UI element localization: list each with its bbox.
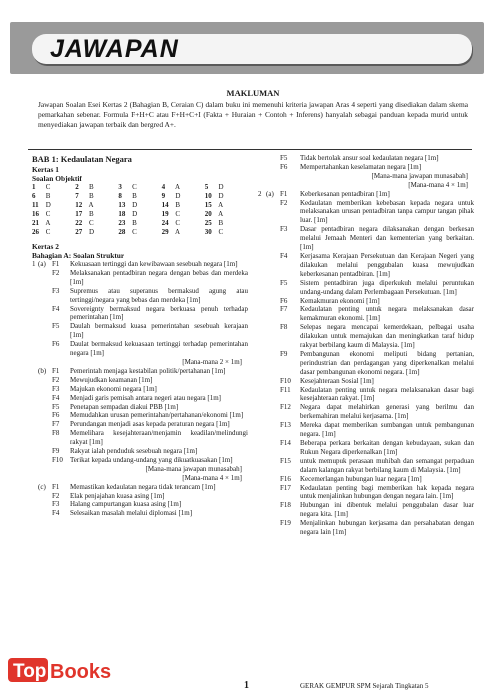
fact-code: F13 bbox=[280, 421, 291, 430]
fact-code: F9 bbox=[280, 349, 288, 358]
objective-answer bbox=[32, 210, 75, 219]
answer-item bbox=[258, 386, 474, 404]
answer-letter: B bbox=[130, 192, 137, 200]
answer-letter: C bbox=[173, 210, 181, 218]
mark-allocation: [Mana-mana 2 × 1m] bbox=[182, 357, 242, 366]
fact-code: F7 bbox=[52, 420, 60, 429]
answer-text: Beberapa perkara berkaitan dengan kebudayaan, sukan dan Rukun Negara diperkenalkan [1m] bbox=[300, 439, 474, 456]
objective-answer bbox=[205, 219, 248, 228]
objective-answer bbox=[32, 183, 75, 192]
answer-text: Terikat kepada undang-undang yang dikuatkuasakan [1m] bbox=[70, 455, 233, 464]
fact-code: F4 bbox=[52, 509, 60, 518]
sub-question-label: (b) bbox=[38, 366, 47, 375]
answer-letter: C bbox=[87, 219, 94, 227]
answer-text: Memelihara kesejahteraan/menjamin keadilan/melindungi rakyat [1m] bbox=[70, 429, 248, 447]
answer-item bbox=[258, 225, 474, 252]
fact-code: F1 bbox=[52, 482, 60, 491]
book-title-footer: GERAK GEMPUR SPM Sejarah Tingkatan 5 bbox=[300, 682, 429, 690]
question-number: 12 bbox=[75, 201, 83, 209]
fact-code: F15 bbox=[280, 456, 291, 465]
answer-letter: B bbox=[216, 219, 224, 227]
objective-answer bbox=[205, 183, 248, 192]
fact-code: F5 bbox=[52, 402, 60, 411]
question-number: 29 bbox=[161, 228, 169, 236]
answer-text: Majukan ekonomi negara [1m] bbox=[70, 384, 157, 393]
answer-item bbox=[258, 154, 474, 163]
answer-letter: D bbox=[130, 210, 138, 218]
answer-letter: A bbox=[216, 210, 224, 218]
fact-code: F1 bbox=[52, 366, 60, 375]
answer-item bbox=[32, 340, 248, 358]
question-number: 28 bbox=[118, 228, 126, 236]
answer-item bbox=[258, 323, 474, 350]
answer-letter: D bbox=[173, 192, 181, 200]
answer-item bbox=[32, 322, 248, 340]
answer-text: Memudahkan urusan pemerintahan/pertahanan/ekonomi [1m] bbox=[70, 411, 244, 420]
fact-code: F5 bbox=[280, 154, 288, 162]
svg-text:Books: Books bbox=[50, 661, 112, 683]
fact-code: F9 bbox=[52, 447, 60, 456]
notice-box bbox=[38, 88, 468, 130]
answer-letter: A bbox=[44, 219, 51, 227]
answer-item bbox=[258, 297, 474, 306]
answer-text: Elak penjajahan kuasa asing [1m] bbox=[70, 491, 165, 500]
answer-item bbox=[32, 420, 248, 429]
divider bbox=[28, 149, 472, 150]
answer-text: Kedaulatan penting untuk negara melaksanakan dasar kemakmuran ekonomi. [1m] bbox=[300, 305, 474, 323]
answer-text: Selesaikan masalah melalui diplomasi [1m] bbox=[70, 509, 193, 518]
question-number: 30 bbox=[204, 228, 212, 236]
objective-answer bbox=[162, 192, 205, 201]
answer-letter: A bbox=[173, 183, 181, 191]
mark-allocation: [Mana-mana 4 × 1m] bbox=[182, 473, 242, 482]
answer-item bbox=[258, 457, 474, 475]
answer-letter: A bbox=[87, 201, 94, 209]
question-number: 1 bbox=[32, 260, 36, 268]
answer-text: Menjalinkan hubungan kerjasama dan persahabatan dengan negara lain [1m] bbox=[300, 519, 474, 537]
fact-code: F1 bbox=[52, 260, 60, 268]
answer-text: Tidak bertolak ansur soal kedaulatan negara [1m] bbox=[300, 154, 439, 162]
fact-code: F3 bbox=[280, 225, 288, 234]
left-answer-list bbox=[32, 260, 248, 518]
fact-code: F6 bbox=[52, 411, 60, 420]
topbooks-logo bbox=[6, 652, 134, 686]
question-number: 4 bbox=[161, 183, 166, 191]
objective-answer-grid bbox=[32, 183, 248, 237]
question-number: 21 bbox=[32, 219, 39, 227]
answer-text: Rakyat ialah penduduk sesebuah negara [1m] bbox=[70, 447, 198, 456]
fact-code: F3 bbox=[52, 286, 60, 295]
objective-answer bbox=[162, 228, 205, 237]
answer-item bbox=[258, 163, 474, 172]
question-number: 1 bbox=[32, 183, 36, 191]
answer-text: Negara dapat melahirkan generasi yang berilmu dan berkemahiran melalui kerjasama. [1m] bbox=[300, 403, 474, 421]
answer-item bbox=[258, 484, 474, 502]
answer-item bbox=[32, 411, 248, 420]
answer-text: untuk memupuk perasaan muhibah dan semangat perpaduan dalam kalangan rakyat berbilang kaum di Malaysia. [1m] bbox=[300, 456, 474, 474]
answer-letter: D bbox=[216, 183, 224, 191]
objective-answer bbox=[162, 210, 205, 219]
answer-letter: B bbox=[130, 219, 137, 227]
paper-2-heading: Kertas 2 bbox=[32, 242, 59, 251]
fact-code: F5 bbox=[52, 322, 60, 331]
page-title: JAWAPAN bbox=[50, 35, 179, 63]
answer-item bbox=[32, 509, 248, 518]
answer-text: Kedaulatan penting untuk negara melaksanakan dasar bagi kesejahteraan rakyat. [1m] bbox=[300, 385, 474, 403]
answer-text: Penetapan sempadan diakui PBB [1m] bbox=[70, 402, 179, 411]
page-number: 1 bbox=[244, 680, 249, 691]
answer-item bbox=[258, 475, 474, 484]
question-number: 10 bbox=[204, 192, 212, 200]
answer-letter: C bbox=[216, 228, 224, 236]
objective-answer bbox=[162, 201, 205, 210]
notice-title: MAKLUMAN bbox=[226, 88, 280, 98]
fact-code: F6 bbox=[52, 340, 60, 349]
fact-code: F8 bbox=[52, 429, 60, 438]
question-number: 2 bbox=[75, 183, 79, 191]
answer-item bbox=[32, 385, 248, 394]
fact-code: F19 bbox=[280, 519, 291, 528]
question-number: 14 bbox=[161, 201, 169, 209]
answer-letter: D bbox=[87, 228, 94, 236]
objective-answer bbox=[118, 228, 161, 237]
paper-1-heading: Kertas 1 bbox=[32, 165, 59, 174]
fact-code: F2 bbox=[52, 268, 60, 277]
answer-item bbox=[32, 376, 248, 385]
sub-question-label: (c) bbox=[38, 482, 46, 491]
answer-letter: B bbox=[87, 210, 94, 218]
answer-item bbox=[258, 279, 474, 297]
question-number: 16 bbox=[32, 210, 39, 218]
answer-item bbox=[32, 403, 248, 412]
objective-answer bbox=[118, 183, 161, 192]
answer-item bbox=[32, 269, 248, 287]
objective-answer bbox=[205, 210, 248, 219]
answer-text: Kerjasama Kerajaan Persekutuan dan Kerajaan Negeri yang dilakukan melalui penggubalan kuasa mewujudkan keberkesanan pentadbiran. [1m] bbox=[300, 251, 474, 278]
answer-item bbox=[258, 519, 474, 537]
answer-item bbox=[258, 252, 474, 279]
objective-answer bbox=[118, 210, 161, 219]
answer-text: Keberkesanan pentadbiran [1m] bbox=[300, 189, 390, 198]
sub-question-label: (a) bbox=[266, 189, 274, 198]
fact-code: F2 bbox=[52, 375, 60, 384]
question-number: 25 bbox=[204, 219, 212, 227]
fact-code: F2 bbox=[280, 198, 288, 207]
objective-answer bbox=[75, 192, 118, 201]
answer-item bbox=[258, 305, 474, 323]
question-number: 26 bbox=[32, 228, 39, 236]
question-number: 15 bbox=[204, 201, 212, 209]
fact-code: F4 bbox=[52, 393, 60, 402]
answer-letter: C bbox=[130, 228, 137, 236]
fact-code: F3 bbox=[52, 384, 60, 393]
question-number: 17 bbox=[75, 210, 83, 218]
fact-code: F10 bbox=[280, 376, 291, 385]
answer-text: Sovereignty bermaksud negara berkuasa penuh terhadap pemerintahan [1m] bbox=[70, 304, 248, 322]
objective-answer bbox=[162, 183, 205, 192]
fact-code: F16 bbox=[280, 474, 291, 483]
question-number: 6 bbox=[32, 192, 36, 200]
answer-item bbox=[258, 350, 474, 377]
answer-item bbox=[32, 367, 248, 376]
question-number: 3 bbox=[118, 183, 122, 191]
fact-code: F10 bbox=[52, 455, 63, 464]
answer-letter: D bbox=[44, 201, 51, 209]
fact-code: F5 bbox=[280, 278, 288, 287]
answer-text: Mereka dapat memberikan sumbangan untuk pembangunan negara. [1m] bbox=[300, 421, 474, 439]
fact-code: F6 bbox=[280, 296, 288, 305]
fact-code: F18 bbox=[280, 501, 291, 510]
answer-item bbox=[258, 199, 474, 226]
section-a-heading: Bahagian A: Soalan Struktur bbox=[32, 251, 125, 260]
objective-answer bbox=[75, 183, 118, 192]
objective-answer bbox=[32, 201, 75, 210]
chapter-heading: BAB 1: Kedaulatan Negara bbox=[32, 154, 132, 164]
fact-code: F17 bbox=[280, 483, 291, 492]
question-number: 13 bbox=[118, 201, 126, 209]
answer-item bbox=[32, 260, 248, 269]
answer-text: Menjadi garis pemisah antara negeri atau negara [1m] bbox=[70, 393, 222, 402]
answer-text: Hubungan ini dibentuk melalui penggubalan dasar luar negara kita. [1m] bbox=[300, 501, 474, 519]
objective-answer bbox=[32, 228, 75, 237]
answer-text: Memastikan kedaulatan negara tidak terancam [1m] bbox=[70, 482, 216, 491]
objective-answer bbox=[75, 201, 118, 210]
fact-code: F4 bbox=[280, 251, 288, 260]
answer-text: Kecemerlangan hubungan luar negara [1m] bbox=[300, 474, 422, 483]
answer-item bbox=[258, 421, 474, 439]
objective-answer bbox=[205, 201, 248, 210]
fact-code: F7 bbox=[280, 305, 288, 314]
fact-code: F6 bbox=[280, 162, 288, 171]
question-number: 8 bbox=[118, 192, 122, 200]
fact-code: F12 bbox=[280, 403, 291, 412]
answer-letter: B bbox=[44, 192, 51, 200]
fact-code: F1 bbox=[280, 189, 288, 198]
answer-letter: D bbox=[130, 201, 138, 209]
answer-item bbox=[258, 403, 474, 421]
question-number: 5 bbox=[204, 183, 209, 191]
right-column bbox=[258, 154, 474, 537]
objective-answer bbox=[118, 192, 161, 201]
answer-text: Kedaulatan penting bagi memberikan hak kepada negara untuk menjalinkan hubungan dengan negara lain. [1m] bbox=[300, 483, 474, 501]
question-number: 23 bbox=[118, 219, 126, 227]
answer-text: Pemerintah menjaga kestabilan politik/pertahanan [1m] bbox=[70, 366, 226, 375]
sub-question-label: (a) bbox=[38, 260, 46, 268]
answer-text: Kemakmuran ekonomi [1m] bbox=[300, 296, 380, 305]
fact-code: F2 bbox=[52, 491, 60, 500]
answer-item bbox=[32, 456, 248, 465]
answer-letter: A bbox=[216, 201, 224, 209]
answer-letter: C bbox=[44, 183, 51, 191]
answer-item bbox=[32, 500, 248, 509]
answer-text: Dasar pentadbiran negara dilaksanakan dengan berkesan melalui Jemaah Menteri dan kementerian yang berkaitan. [1m] bbox=[300, 225, 474, 252]
objective-answer bbox=[75, 219, 118, 228]
answer-text: Sistem pentadbiran juga diperkukuh melalui peruntukan undang-undang dalam Perlembagaan Persekutuan. [1m] bbox=[300, 278, 474, 296]
answer-letter: A bbox=[173, 228, 181, 236]
answer-letter: C bbox=[44, 210, 51, 218]
question-number: 11 bbox=[32, 201, 39, 209]
fact-code: F3 bbox=[52, 500, 60, 509]
answer-item bbox=[32, 305, 248, 323]
fact-code: F4 bbox=[52, 304, 60, 313]
answer-letter: C bbox=[173, 219, 181, 227]
mark-allocation: [Mana-mana jawapan munasabah] bbox=[371, 171, 468, 180]
answer-item bbox=[258, 439, 474, 457]
answer-text: Melaksanakan pentadbiran negara dengan bebas dan merdeka [1m] bbox=[70, 268, 248, 286]
answer-item bbox=[32, 394, 248, 403]
answer-text: Kesejahteraan Sosial [1m] bbox=[300, 376, 374, 385]
question-number: 19 bbox=[161, 210, 169, 218]
answer-item bbox=[258, 190, 474, 199]
answer-letter: B bbox=[87, 192, 94, 200]
answer-letter: C bbox=[130, 183, 137, 191]
answer-letter: B bbox=[173, 201, 181, 209]
answer-item bbox=[32, 287, 248, 305]
svg-text:Top: Top bbox=[13, 661, 47, 682]
answer-text: Halang campurtangan kuasa asing [1m] bbox=[70, 500, 182, 509]
objective-answer bbox=[32, 192, 75, 201]
objective-answer bbox=[75, 210, 118, 219]
answer-letter: D bbox=[216, 192, 224, 200]
question-number: 24 bbox=[161, 219, 169, 227]
answer-text: Selepas negara mencapai kemerdekaan, pelbagai usaha dilakukan untuk memajukan dan meningkatkan taraf hidup rakyat berbilang kaum di Malaysia. [1m] bbox=[300, 323, 474, 350]
objective-answer bbox=[162, 219, 205, 228]
answer-item bbox=[32, 483, 248, 492]
fact-code: F14 bbox=[280, 439, 291, 447]
objective-answer bbox=[32, 219, 75, 228]
answer-text: Perundangan menjadi asas kepada peraturan negara [1m] bbox=[70, 420, 230, 429]
answer-item bbox=[258, 377, 474, 386]
objective-answer bbox=[205, 228, 248, 237]
answer-text: Kekuasaan tertinggi dan kewibawaan sesebuah negara [1m] bbox=[70, 260, 238, 268]
header-banner bbox=[10, 22, 484, 74]
answer-item bbox=[32, 447, 248, 456]
answer-item bbox=[32, 429, 248, 447]
answer-text: Mempertahankan keselamatan negara [1m] bbox=[300, 162, 422, 171]
answer-text: Supremus atau superanus bermaksud agung atau tertinggi/negara yang bebas dan merdeka [1m] bbox=[70, 286, 248, 304]
question-number: 9 bbox=[161, 192, 166, 200]
answer-letter: B bbox=[87, 183, 94, 191]
mark-allocation: [Mana-mana jawapan munasabah] bbox=[145, 464, 242, 473]
objective-answer bbox=[118, 219, 161, 228]
answer-text: Mewujudkan keamanan [1m] bbox=[70, 375, 153, 384]
fact-code: F11 bbox=[280, 385, 291, 394]
answer-text: Daulah bermaksud kuasa pemerintahan sesebuah kerajaan [1m] bbox=[70, 322, 248, 340]
fact-code: F8 bbox=[280, 323, 288, 332]
answer-text: Pembangunan ekonomi meliputi bidang pertanian, perindustrian dan perdagangan yang diperkenalkan melalui dasar pembangunan ekonomi negara. [1m] bbox=[300, 349, 474, 376]
question-number: 2 bbox=[258, 189, 262, 198]
answer-text: Daulat bermaksud kekuasaan tertinggi terhadap pemerintahan negara [1m] bbox=[70, 340, 248, 358]
question-number: 7 bbox=[75, 192, 79, 200]
question-number: 27 bbox=[75, 228, 83, 236]
right-answer-list bbox=[258, 154, 474, 537]
objective-answer bbox=[205, 192, 248, 201]
question-number: 18 bbox=[118, 210, 126, 218]
question-number: 20 bbox=[204, 210, 212, 218]
answer-item bbox=[258, 501, 474, 519]
question-number: 22 bbox=[75, 219, 83, 227]
notice-text: Jawapan Soalan Esei Kertas 2 (Bahagian B, Ceraian C) dalam buku ini memenuhi kriteria jawapan Aras 4 seperti yang disediakan dalam skema pemarkahan sebenar. Formula F+H+C atau F+H+C+I (Fakta + Huraian + Contoh + Inferens) hanyalah sebagai panduan kepada murid untuk menyediakan jawapan terbaik dan bergred A+. bbox=[38, 100, 468, 129]
answer-letter: C bbox=[44, 228, 51, 236]
objective-answer bbox=[118, 201, 161, 210]
left-column bbox=[32, 154, 248, 518]
objective-heading: Soalan Objektif bbox=[32, 174, 82, 183]
answer-text: Kedaulatan memberikan kebebasan kepada negara untuk melaksanakan urusan pentadbiran tanpa campur tangan pihak luar. [1m] bbox=[300, 198, 474, 225]
answer-item bbox=[32, 492, 248, 501]
mark-allocation: [Mana-mana 4 × 1m] bbox=[408, 180, 468, 189]
objective-answer bbox=[75, 228, 118, 237]
